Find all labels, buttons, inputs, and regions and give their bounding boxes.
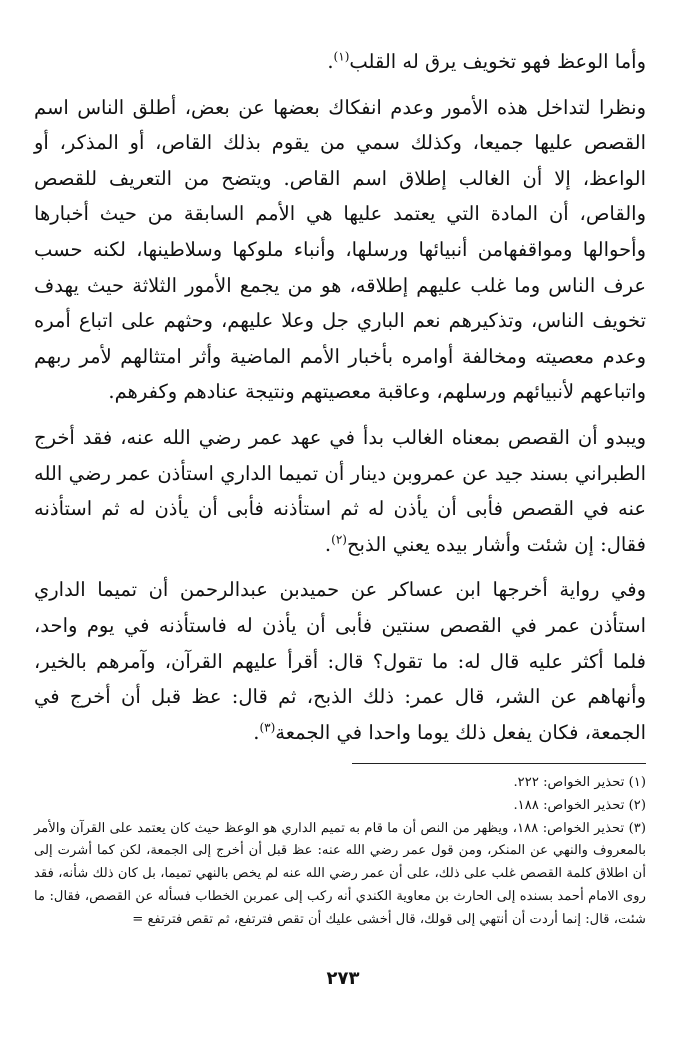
paragraph-4-text: وفي رواية أخرجها ابن عساكر عن حميدبن عبدالرحمن أن تميما الداري استأذن عمر في القصص سنتين فأبى أن يأذن له فاستأذنه في يوم واحد، فلما أكثر عليه قال له: ما تقول؟ قال: أقرأ عليهم القرآن، وآمرهم بالخير، وأنهاهم عن الشر، قال عمر: ذلك الذبح، ثم قال: عظ قبل أن أخرج في الجمعة، فكان يفعل ذلك يوما واحدا في الجمعة <box>34 578 646 744</box>
paragraph-3-text: ويبدو أن القصص بمعناه الغالب بدأ في عهد عمر رضي الله عنه، فقد أخرج الطبراني بسند جيد عن عمروبن دينار أن تميما الداري استأذن عمر رضي الله عنه في القصص فأبى أن يأذن له ثم استأذنه فأبى أن يأذن له ثم استأذنه فقال: إن شئت وأشار بيده يعني الذبح <box>34 425 646 556</box>
main-text <box>34 44 646 750</box>
page-number: ٢٧٣ <box>326 968 360 989</box>
paragraph-4-tail: . <box>253 720 260 744</box>
paragraph-1-tail: . <box>327 50 334 73</box>
footnote-1: (١) تحذير الخواص: ٢٢٢. <box>513 775 646 790</box>
footnote-3: (٣) تحذير الخواص: ١٨٨، ويظهر من النص أن ما قام به تميم الداري هو الوعظ حيث كان يعتمد على القرآن والأمر بالمعروف والنهي عن المنكر، ومن قول عمر رضي الله عنه: عظ قبل أن أخرج إلى الجمعة، لكن كما أشرت إلى أن اطلاق كلمة القصص غلب على ذلك، على أن عمر رضي الله عنه لم يخص بالنهي تميما، بل كان ذلك شأنه، فقد روى الامام أحمد بسنده إلى الحارث بن معاوية الكندي أنه ركب إلى عمربن الخطاب فسأله عن القصص، فقال: ما شئت، قال: إنما أردت أن أنتهي إلى قولك، قال أخشى عليك أن تقص فترتفع، ثم تقص فترتفع = <box>34 820 646 927</box>
paragraph-1 <box>34 44 646 80</box>
footnotes <box>34 772 646 932</box>
paragraph-4 <box>34 572 646 750</box>
footnote-2: (٢) تحذير الخواص: ١٨٨. <box>513 797 646 813</box>
paragraph-2-text: ونظرا لتداخل هذه الأمور وعدم انفكاك بعضها عن بعض، أطلق الناس اسم القصص عليها جميعا، وكذلك سمي من يقوم بذلك القاص، أو المذكر، أو الواعظ، إلا أن الغالب إطلاق اسم القاص. ويتضح من التعريف للقصص والقاص، أن المادة التي يعتمد عليها هي الأمم السابقة من حيث أخبارها وأحوالها ومواقفهامن أنبيائها ورسلها، وأنباء ملوكها وسلاطينها، لكنه حسب عرف الناس وما غلب عليهم إطلاقه، هو من يجمع الأمور الثلاثة حيث يهدف تخويف الناس، وتذكيرهم نعم الباري جل وعلا عليهم، وحثهم على اتباع أمره وعدم معصيته ومخالفة أوامره بأخبار الأمم الماضية وأثر امتثالهم لأمر ربهم واتباعهم لأنبيائهم ورسلهم، وعاقبة معصيتهم ونتيجة عنادهم وكفرهم. <box>34 95 646 404</box>
footnote-ref-1: (١) <box>333 49 350 64</box>
paragraph-3 <box>34 420 646 562</box>
paragraph-2 <box>34 90 646 410</box>
footnote-divider <box>352 763 646 764</box>
paragraph-3-tail: . <box>324 532 332 556</box>
paragraph-1-text: وأما الوعظ فهو تخويف يرق له القلب <box>349 50 646 73</box>
footnote-ref-3: (٣) <box>259 720 276 735</box>
footnote-ref-2: (٢) <box>331 532 347 547</box>
